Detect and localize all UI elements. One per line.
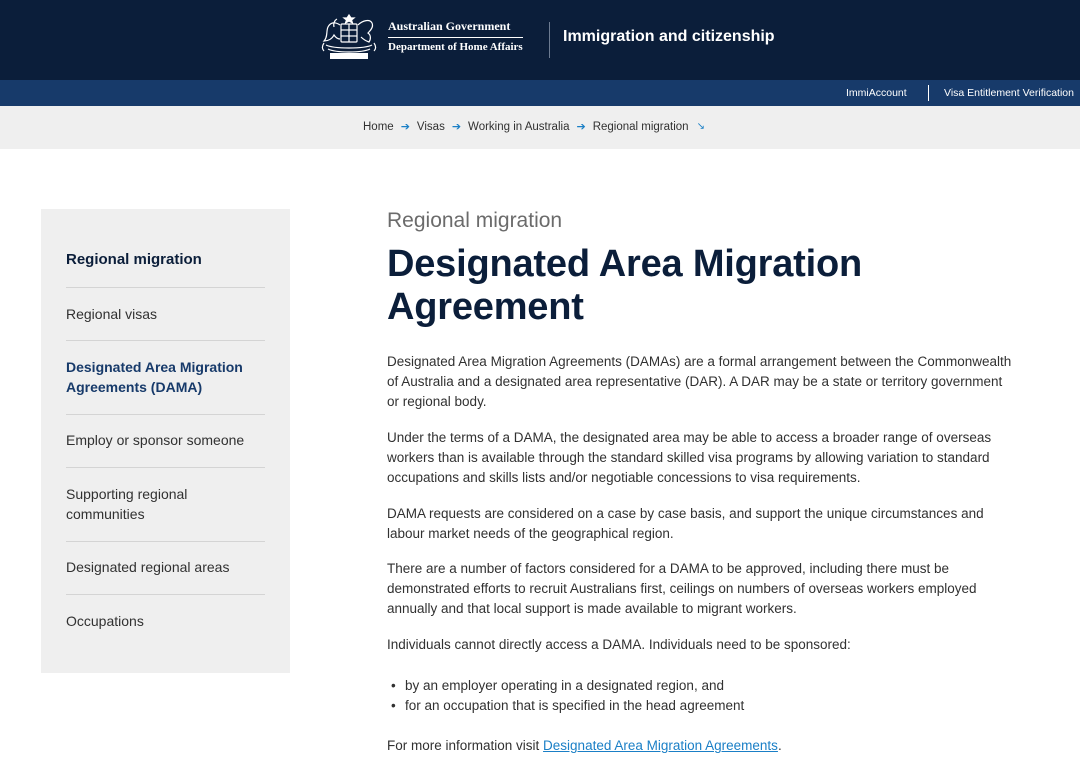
nav-divider [66, 594, 265, 595]
sidenav-heading[interactable]: Regional migration [66, 251, 202, 268]
paragraph-individuals: Individuals cannot directly access a DAMA. Individuals need to be sponsored: [387, 637, 851, 652]
immiaccount-link[interactable]: ImmiAccount [846, 87, 907, 99]
site-title[interactable]: Immigration and citizenship [563, 28, 775, 45]
breadcrumb-home[interactable]: Home [363, 120, 394, 133]
header-divider [549, 22, 550, 58]
department-name: Department of Home Affairs [388, 41, 523, 53]
side-navigation [41, 209, 290, 673]
sidebar-item-designated-regional-areas[interactable]: Designated regional areas [66, 559, 230, 575]
site-header [0, 0, 1080, 80]
sidebar-item-regional-visas[interactable]: Regional visas [66, 306, 158, 322]
sidebar-item-occupations[interactable]: Occupations [66, 613, 144, 629]
visa-entitlement-verification-link[interactable]: Visa Entitlement Verification [944, 87, 1074, 99]
arrow-right-icon: ➔ [451, 121, 462, 133]
arrow-right-icon: ➔ [400, 121, 410, 133]
coat-of-arms-icon [316, 9, 382, 63]
arrow-down-right-icon[interactable]: ↘ [696, 121, 705, 132]
government-logo[interactable] [316, 8, 523, 64]
government-name [388, 19, 523, 53]
sidebar-item-dama[interactable]: Designated Area Migration Agreements (DAMA) [66, 359, 243, 395]
dama-link[interactable]: Designated Area Migration Agreements [543, 738, 778, 753]
breadcrumb-visas[interactable]: Visas [416, 120, 445, 133]
sidebar-item-supporting-regional-communities[interactable]: Supporting regional communities [66, 486, 188, 522]
main-content [387, 207, 1027, 753]
more-info [387, 736, 1017, 756]
more-info-suffix: . [777, 738, 782, 753]
breadcrumb-regional-migration[interactable]: Regional migration [592, 120, 689, 133]
nav-divider [66, 287, 265, 288]
nav-divider [66, 414, 265, 415]
section-label: Regional migration [387, 209, 563, 232]
arrow-right-icon: ➔ [576, 121, 586, 133]
paragraph-intro: Designated Area Migration Agreements (DAMAs) are a formal arrangement between the Commonwealth of Australia and a designated area representative (DAR). A DAR may be a state or territory government or regional body. [387, 354, 1012, 409]
paragraph-terms: Under the terms of a DAMA, the designated area may be able to access a broader range of overseas workers than is available through the standard skilled visa programs by allowing variation to standard occupations and skills lists and/or negotiable concessions to visa requirements. [387, 430, 992, 485]
sponsorship-list [387, 676, 744, 716]
government-title: Australian Government [388, 19, 523, 38]
breadcrumb-bar [0, 106, 1080, 149]
list-item: • for an occupation that is specified in the head agreement [387, 696, 744, 716]
breadcrumb [363, 120, 705, 133]
nav-divider [66, 467, 265, 468]
paragraph-factors: There are a number of factors considered for a DAMA to be approved, including there must be demonstrated efforts to recruit Australians first, ceilings on numbers of overseas workers employed annually and that local support is made available to migrant workers. [387, 561, 977, 616]
list-item: • by an employer operating in a designated region, and [387, 676, 744, 696]
nav-divider [66, 541, 265, 542]
page-title: Designated Area Migration Agreement [387, 243, 863, 328]
nav-divider [66, 340, 265, 341]
sidebar-item-employ-or-sponsor[interactable]: Employ or sponsor someone [66, 432, 245, 448]
breadcrumb-working-in-australia[interactable]: Working in Australia [468, 120, 570, 133]
paragraph-requests: DAMA requests are considered on a case by case basis, and support the unique circumstances and labour market needs of the geographical region. [387, 506, 984, 541]
utility-bar [0, 80, 1080, 106]
more-info-prefix: For more information visit [387, 738, 544, 753]
utility-divider [928, 85, 929, 101]
